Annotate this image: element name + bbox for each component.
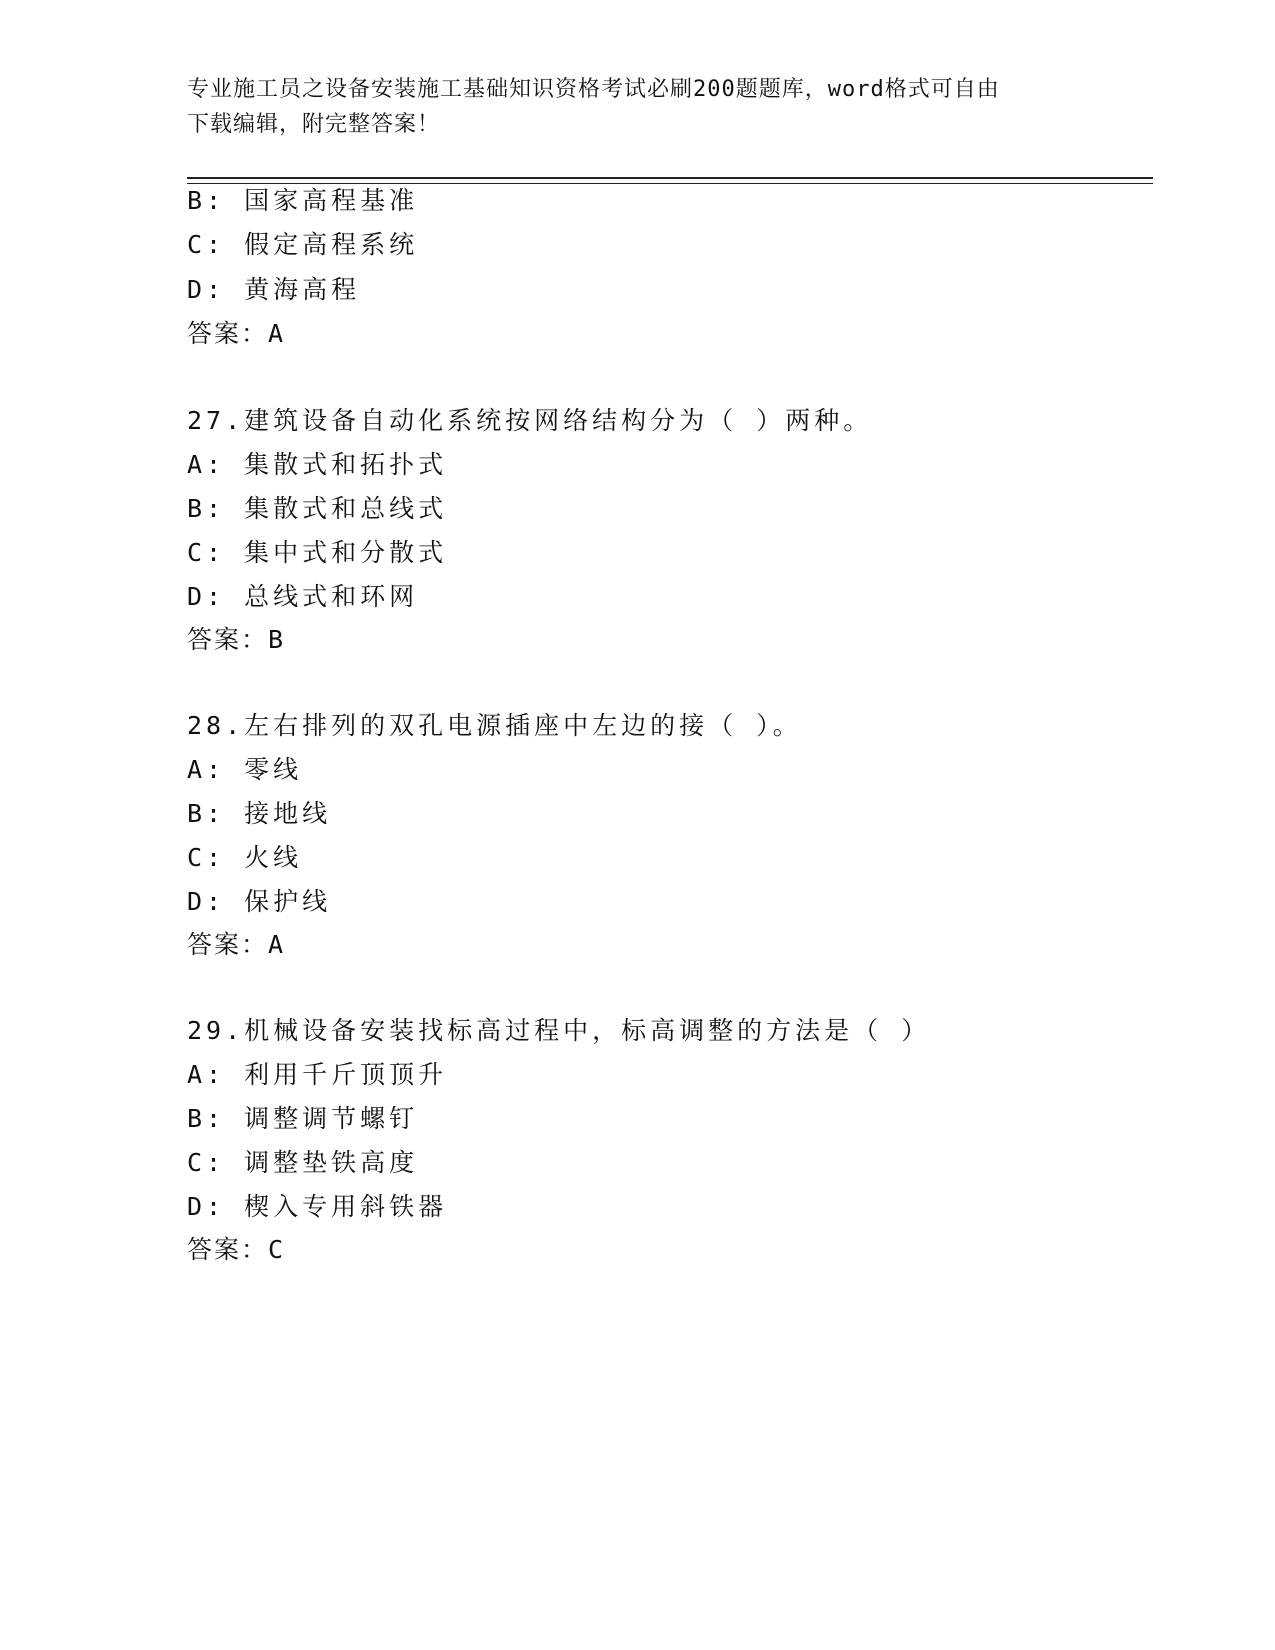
q28-option-a: A: 零线 (187, 755, 303, 784)
q26-option-d: D: 黄海高程 (187, 275, 361, 304)
q29-option-a: A: 利用千斤顶顶升 (187, 1060, 448, 1089)
document-header (187, 72, 1067, 142)
header-divider-thin (187, 183, 1153, 184)
q28-option-b: B: 接地线 (187, 799, 332, 828)
q27-option-c: C: 集中式和分散式 (187, 538, 448, 567)
q29-answer: 答案：C (187, 1235, 286, 1264)
q28-option-c: C: 火线 (187, 843, 303, 872)
header-title-line-1: 专业施工员之设备安装施工基础知识资格考试必刷200题题库，word格式可自由 (187, 77, 1000, 102)
q27-option-d: D: 总线式和环网 (187, 582, 419, 611)
q28-question: 28.左右排列的双孔电源插座中左边的接（ ）。 (187, 711, 802, 740)
q28-option-d: D: 保护线 (187, 887, 332, 916)
q26-answer: 答案：A (187, 319, 286, 348)
q29-question: 29.机械设备安装找标高过程中，标高调整的方法是（ ） (187, 1016, 931, 1045)
header-title-line-2: 下载编辑，附完整答案！ (187, 112, 441, 137)
header-divider (187, 177, 1153, 179)
q29-option-b: B: 调整调节螺钉 (187, 1104, 419, 1133)
q27-option-b: B: 集散式和总线式 (187, 494, 448, 523)
q27-option-a: A: 集散式和拓扑式 (187, 450, 448, 479)
q29-option-c: C: 调整垫铁高度 (187, 1148, 419, 1177)
q26-option-c: C: 假定高程系统 (187, 230, 419, 259)
q29-option-d: D: 楔入专用斜铁器 (187, 1192, 448, 1221)
q27-answer: 答案：B (187, 625, 286, 654)
q26-option-b: B: 国家高程基准 (187, 186, 419, 215)
q27-question: 27.建筑设备自动化系统按网络结构分为（ ）两种。 (187, 406, 873, 435)
q28-answer: 答案：A (187, 930, 286, 959)
